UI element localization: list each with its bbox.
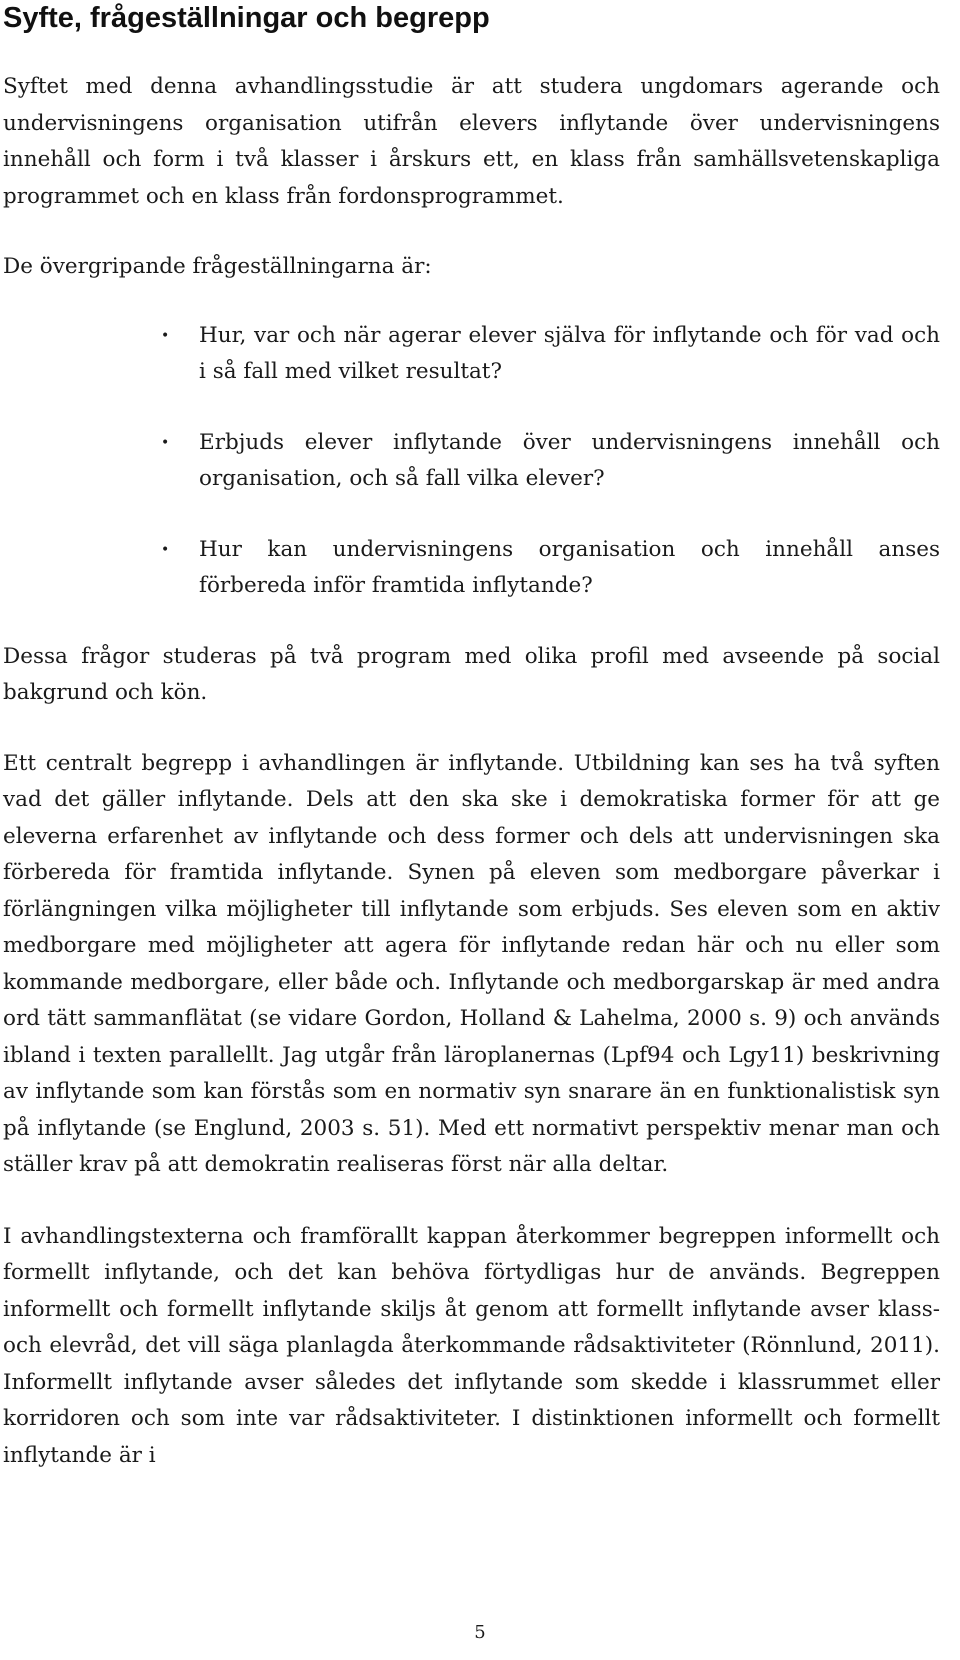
question-text: Erbjuds elever inflytande över undervisningens innehåll och organisation, och så fall vilka elever? bbox=[199, 429, 940, 491]
question-text: Hur, var och när agerar elever själva för inflytande och för vad och i så fall med vilket resultat? bbox=[199, 322, 940, 384]
paragraph-programs: Dessa frågor studeras på två program med olika profil med avseende på social bakgrund och kön. bbox=[3, 643, 940, 705]
bullet-icon: • bbox=[161, 541, 170, 558]
bullet-icon: • bbox=[161, 327, 170, 344]
list-item bbox=[3, 425, 940, 498]
question-text: Hur kan undervisningens organisation och innehåll anses förbereda inför framtida inflytande? bbox=[199, 536, 940, 598]
list-item bbox=[3, 318, 940, 391]
section-heading: Syfte, frågeställningar och begrepp bbox=[3, 2, 490, 34]
paragraph-aim: Syftet med denna avhandlingsstudie är att studera ungdomars agerande och undervisningens organisation utifrån elevers inflytande över undervisningens innehåll och form i två klasser i årskurs ett, en klass från samhällsvetenskapliga programmet och en klass från fordonsprogrammet. bbox=[3, 74, 940, 209]
question-list bbox=[3, 318, 940, 605]
paragraph-concept: Ett centralt begrepp i avhandlingen är inflytande. Utbildning kan ses ha två syften vad det gäller inflytande. Dels att den ska ske i demokratiska former för att ge eleverna erfarenhet av inflytande och dess former och dels att undervisningen ska förbereda för framtida inflytande. Synen på eleven som medborgare påverkar i förlängningen vilka möjligheter till inflytande som erbjuds. Ses eleven som en aktiv medborgare med möjligheter att agera för inflytande redan här och nu eller som kommande medborgare, eller både och. Inflytande och medborgarskap är med andra ord tätt sammanflätat (se vidare Gordon, Holland & Lahelma, 2000 s. 9) och används ibland i texten parallellt. Jag utgår från läroplanernas (Lpf94 och Lgy11) beskrivning av inflytande som kan förstås som en normativ syn snarare än en funktionalistisk syn på inflytande (se Englund, 2003 s. 51). Med ett normativt perspektiv menar man och ställer krav på att demokratin realiseras först när alla deltar. bbox=[3, 750, 940, 1177]
page-number: 5 bbox=[474, 1622, 486, 1643]
bullet-icon: • bbox=[161, 434, 170, 451]
paragraph-intro-questions: De övergripande frågeställningarna är: bbox=[3, 254, 432, 279]
paragraph-informal: I avhandlingstexterna och framförallt kappan återkommer begreppen informellt och formellt inflytande, och det kan behöva förtydligas hur de används. Begreppen informellt och formellt inflytande skiljs åt genom att formellt inflytande avser klass- och elevråd, det vill säga planlagda återkommande rådsaktiviteter (Rönnlund, 2011). Informellt inflytande avser således det inflytande som skedde i klassrummet eller korridoren och som inte var rådsaktiviteter. I distinktionen informellt och formellt inflytande är i bbox=[3, 1223, 940, 1468]
list-item bbox=[3, 532, 940, 605]
